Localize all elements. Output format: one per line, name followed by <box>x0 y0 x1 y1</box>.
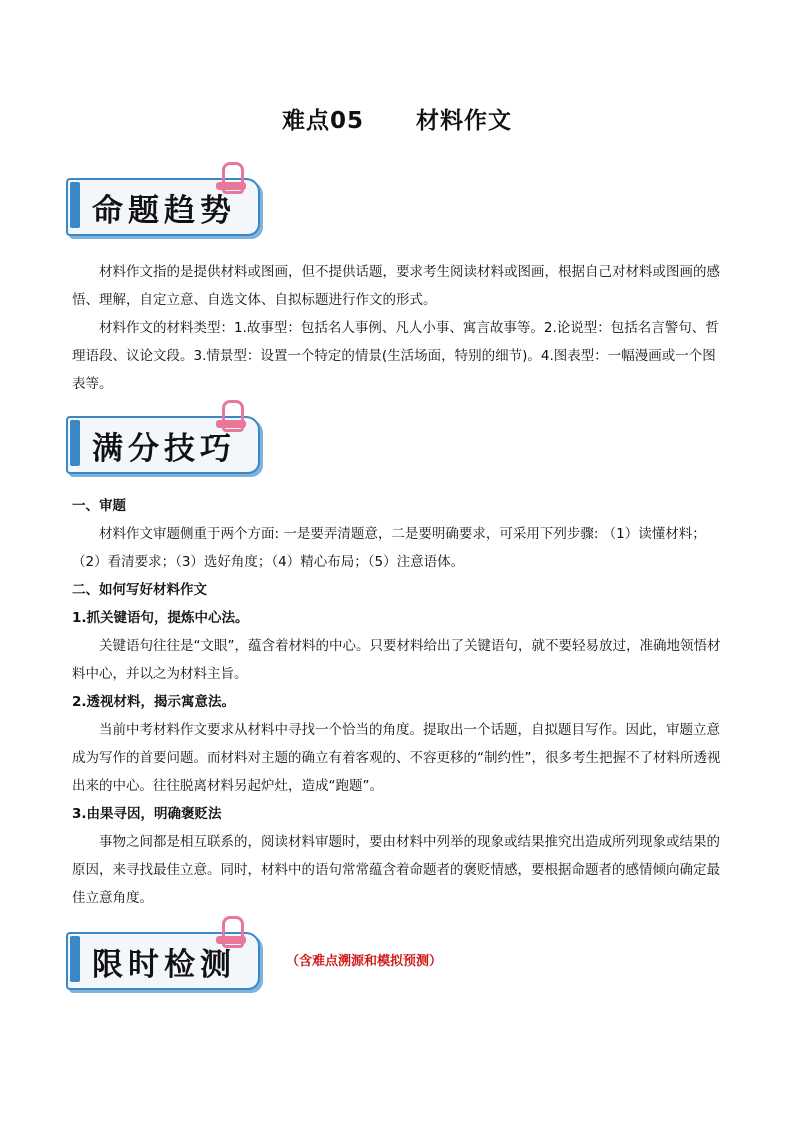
skills-heading-1: 一、审题 <box>72 498 126 514</box>
method-2-title: 2.透视材料，揭示寓意法。 <box>72 694 236 710</box>
page-title <box>0 102 794 135</box>
banner-test-label: 限时检测 <box>92 947 236 983</box>
skills-heading-2: 二、如何写好材料作文 <box>72 582 207 598</box>
banner-skills-label: 满分技巧 <box>92 431 236 467</box>
method-1-title: 1.抓关键语句，提炼中心法。 <box>72 610 249 626</box>
banner-skills <box>66 410 262 474</box>
banner-trend-label: 命题趋势 <box>92 193 236 229</box>
method-3-paragraph: 事物之间都是相互联系的，阅读材料审题时，要由材料中列举的现象或结果推究出造成所列现象或结果的原因，来寻找最佳立意。同时，材料中的语句常常蕴含着命题者的褒贬情感，要根据命题者的感情倾向确定最佳立意角度。 <box>72 834 720 906</box>
test-note: （含难点溯源和模拟预测） <box>286 954 443 969</box>
method-3-title: 3.由果寻因，明确褒贬法 <box>72 806 222 822</box>
title-part-2: 材料作文 <box>416 108 512 134</box>
trend-paragraph-1: 材料作文指的是提供材料或图画，但不提供话题，要求考生阅读材料或图画，根据自己对材料或图画的感悟、理解，自定立意、自选文体、自拟标题进行作文的形式。 <box>72 264 720 308</box>
method-1-paragraph: 关键语句往往是“文眼”，蕴含着材料的中心。只要材料给出了关键语句，就不要轻易放过，准确地领悟材料中心，并以之为材料主旨。 <box>72 638 721 682</box>
banner-trend <box>66 172 262 236</box>
method-2-paragraph: 当前中考材料作文要求从材料中寻找一个恰当的角度。提取出一个话题，自拟题目写作。因此，审题立意成为写作的首要问题。而材料对主题的确立有着客观的、不容更移的“制约性”，很多考生把握不了材料所透视出来的中心。往往脱离材料另起炉灶，造成“跑题”。 <box>72 722 721 794</box>
trend-paragraph-2: 材料作文的材料类型：1.故事型：包括名人事例、凡人小事、寓言故事等。2.论说型：包括名言警句、哲理语段、议论文段。3.情景型：设置一个特定的情景(生活场面，特别的细节)。4.图表型：一幅漫画或一个图表等。 <box>72 320 719 392</box>
banner-test <box>66 926 262 990</box>
title-part-1: 难点05 <box>281 108 364 134</box>
skills-paragraph-1: 材料作文审题侧重于两个方面: 一是要弄清题意，二是要明确要求，可采用下列步骤: （1）读懂材料；（2）看清要求；（3）选好角度；（4）精心布局；（5）注意语体。 <box>72 526 706 570</box>
